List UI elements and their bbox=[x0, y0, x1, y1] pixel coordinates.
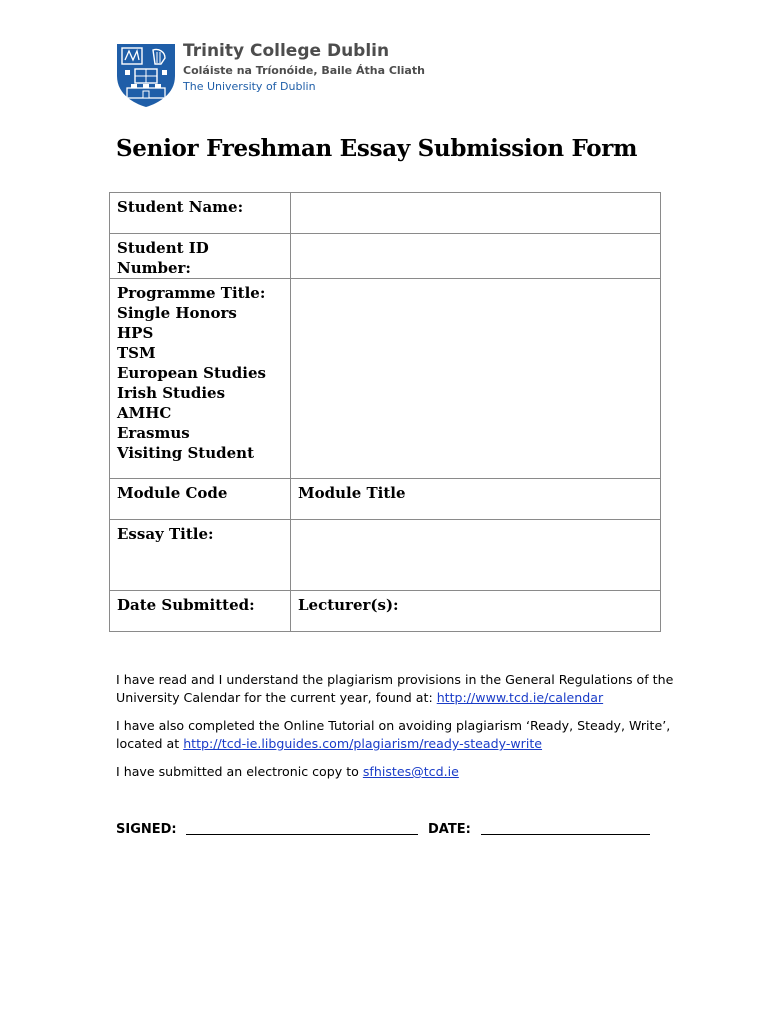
tutorial-declaration bbox=[116, 717, 676, 753]
date-label: DATE: bbox=[428, 822, 471, 837]
programme-option: Irish Studies bbox=[117, 384, 226, 402]
tutorial-link[interactable]: http://tcd-ie.libguides.com/plagiarism/ready-steady-write bbox=[183, 736, 543, 751]
electronic-copy-declaration bbox=[116, 763, 676, 781]
date-line[interactable] bbox=[481, 834, 650, 835]
declaration-text: I have also completed the Online Tutorial on avoiding plagiarism ‘Ready, Steady, Write’, located at bbox=[116, 718, 671, 751]
table-row bbox=[110, 193, 661, 234]
crest-icon bbox=[115, 42, 177, 108]
declaration-text: I have read and I understand the plagiarism provisions in the General Regulations of the University Calendar for the current year, found at: bbox=[116, 672, 674, 705]
signature-line[interactable] bbox=[186, 834, 418, 835]
email-link[interactable]: sfhistes@tcd.ie bbox=[362, 764, 459, 779]
module-title-field[interactable]: Module Title bbox=[291, 479, 661, 520]
signed-label: SIGNED: bbox=[116, 822, 177, 837]
programme-option: TSM bbox=[117, 344, 156, 362]
calendar-link[interactable]: http://www.tcd.ie/calendar bbox=[436, 690, 604, 705]
student-name-label: Student Name: bbox=[110, 193, 291, 234]
table-row bbox=[110, 479, 661, 520]
university-name: The University of Dublin bbox=[183, 80, 316, 93]
date-submitted-field[interactable]: Date Submitted: bbox=[110, 591, 291, 632]
programme-label-cell bbox=[110, 279, 291, 479]
table-row bbox=[110, 591, 661, 632]
essay-title-field[interactable] bbox=[291, 520, 661, 591]
module-code-field[interactable]: Module Code bbox=[110, 479, 291, 520]
student-id-field[interactable] bbox=[291, 234, 661, 279]
table-row bbox=[110, 520, 661, 591]
programme-option: HPS bbox=[117, 324, 154, 342]
essay-title-label: Essay Title: bbox=[110, 520, 291, 591]
programme-title-label: Programme Title: bbox=[117, 284, 266, 302]
student-name-field[interactable] bbox=[291, 193, 661, 234]
programme-option: Visiting Student bbox=[117, 444, 254, 462]
lecturers-field[interactable]: Lecturer(s): bbox=[291, 591, 661, 632]
programme-option: Erasmus bbox=[117, 424, 190, 442]
institution-name: Trinity College Dublin bbox=[183, 41, 390, 61]
programme-option: Single Honors bbox=[117, 304, 237, 322]
irish-name: Coláiste na Tríonóide, Baile Átha Cliath bbox=[183, 64, 425, 77]
table-row bbox=[110, 279, 661, 479]
declaration-text: I have submitted an electronic copy to bbox=[116, 764, 363, 779]
student-id-label: Student ID Number: bbox=[110, 234, 291, 279]
submission-form-table bbox=[109, 192, 661, 632]
programme-option: European Studies bbox=[117, 364, 266, 382]
table-row bbox=[110, 234, 661, 279]
programme-field[interactable] bbox=[291, 279, 661, 479]
plagiarism-declaration bbox=[116, 671, 676, 707]
programme-option: AMHC bbox=[117, 404, 172, 422]
page-title: Senior Freshman Essay Submission Form bbox=[116, 135, 638, 162]
